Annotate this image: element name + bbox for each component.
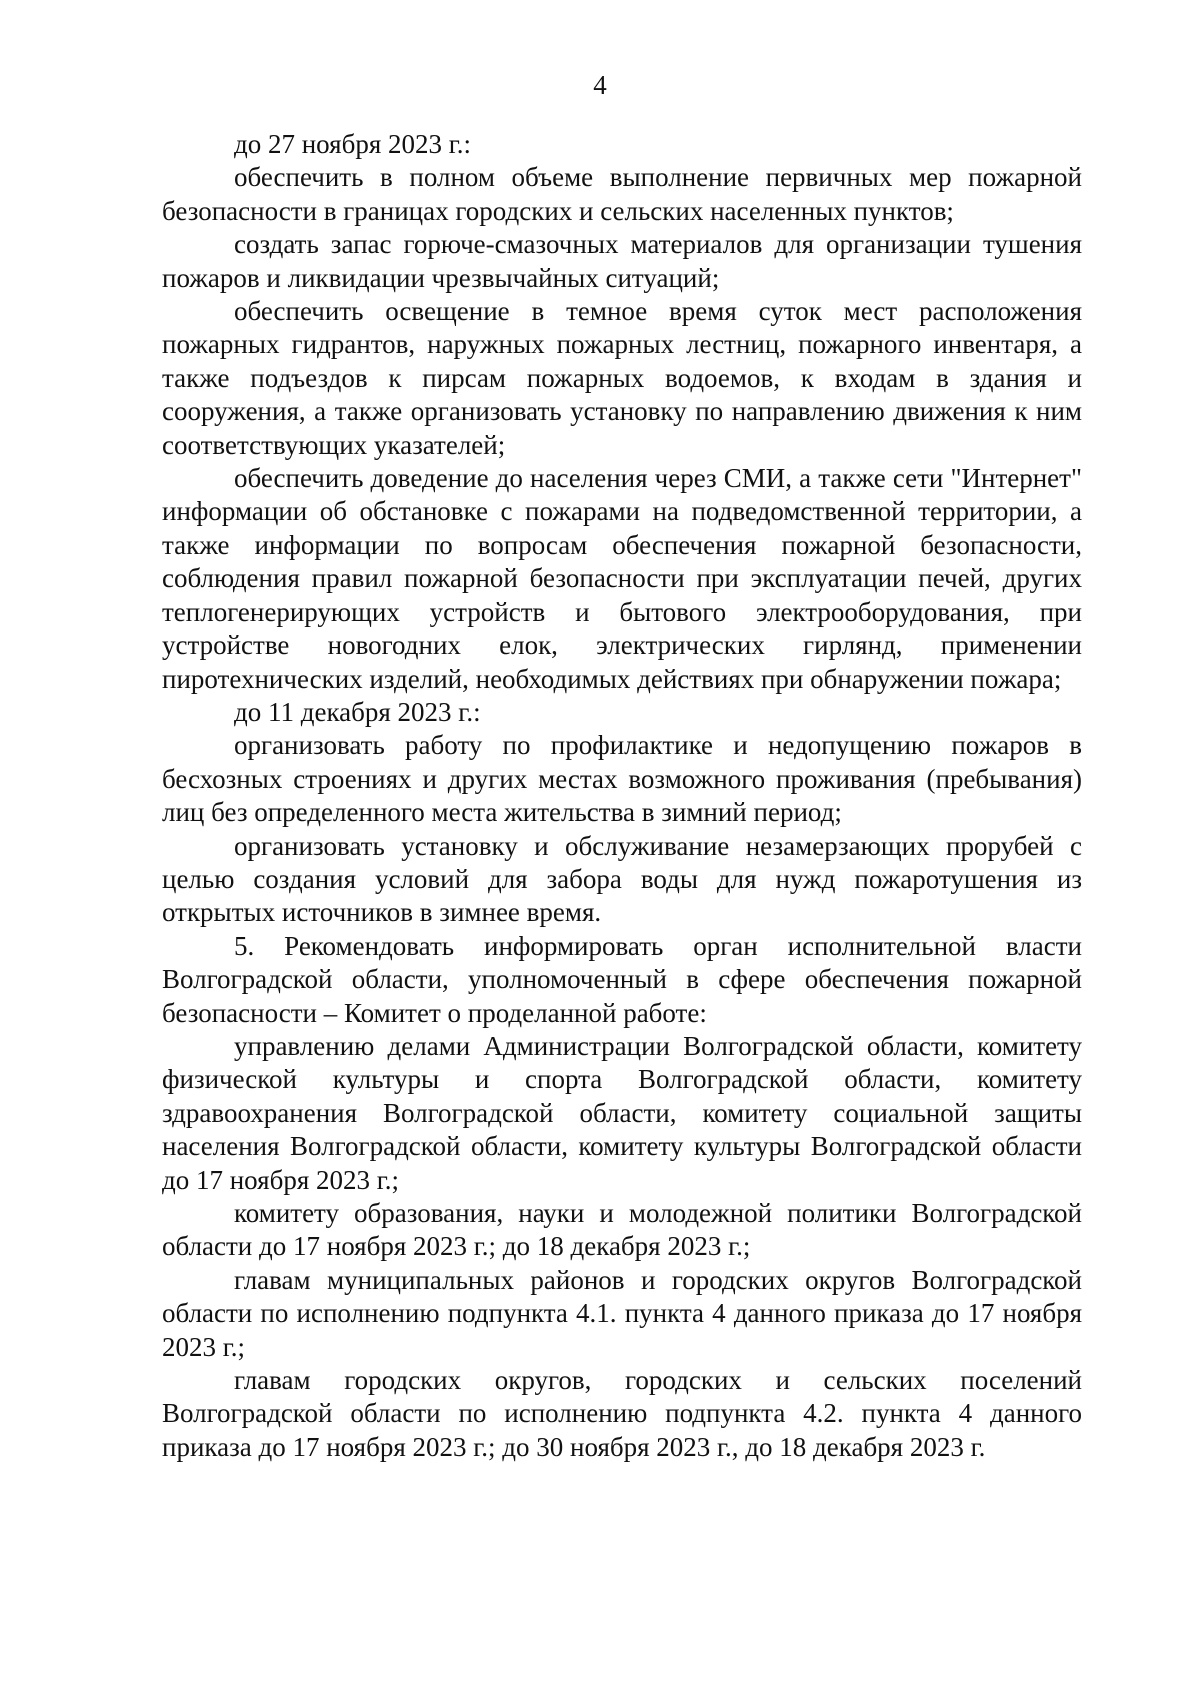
- page-number: 4: [593, 70, 607, 100]
- paragraph-primary-fire-measures: обеспечить в полном объеме выполнение первичных мер пожарной безопасности в границах городских и сельских населенных пунктов;: [162, 162, 1082, 226]
- paragraph-deadline-dec-11: до 11 декабря 2023 г.:: [234, 696, 481, 727]
- paragraph-lighting: обеспечить освещение в темное время суток мест расположения пожарных гидрантов, наружных пожарных лестниц, пожарного инвентаря, а также подъездов к пирсам пожарных водоемов, к входам в здания и сооружения, а также организовать установку по направлению движения к ним соответствующих указателей;: [162, 296, 1082, 460]
- paragraph-committees: управлению делами Администрации Волгоградской области, комитету физической культуры и спорта Волгоградской области, комитету здравоохранения Волгоградской области, комитету социальной защиты населения Волгоградской области, комитету культуры Волгоградской области до 17 ноября 2023 г.;: [162, 1030, 1082, 1195]
- paragraph-ice-holes: организовать установку и обслуживание незамерзающих прорубей с целью создания условий для забора воды для нужд пожаротушения из открытых источников в зимнее время.: [162, 830, 1082, 928]
- document-body: [162, 128, 1082, 1464]
- paragraph-education-committee: комитету образования, науки и молодежной политики Волгоградской области до 17 ноября 2023 г.; до 18 декабря 2023 г.;: [162, 1198, 1082, 1262]
- paragraph-prevention-work: организовать работу по профилактике и недопущению пожаров в бесхозных строениях и других местах возможного проживания (пребывания) лиц без определенного места жительства в зимний период;: [162, 730, 1082, 828]
- paragraph-media-information: обеспечить доведение до населения через СМИ, а также сети "Интернет" информации об обстановке с пожарами на подведомственной территории, а также информации по вопросам обеспечения пожарной безопасности, соблюдения правил пожарной безопасности при эксплуатации печей, других теплогенерирующих устройств и бытового электрооборудования, при устройстве новогодних елок, электрических гирлянд, применении пиротехнических изделий, необходимых действиях при обнаружении пожара;: [162, 463, 1082, 694]
- paragraph-settlement-heads: главам городских округов, городских и сельских поселений Волгоградской области по исполнению подпункта 4.2. пункта 4 данного приказа до 17 ноября 2023 г.; до 30 ноября 2023 г., до 18 декабря 2023 г.: [162, 1365, 1082, 1462]
- paragraph-fuel-reserve: создать запас горюче-смазочных материалов для организации тушения пожаров и ликвидации чрезвычайных ситуаций;: [162, 229, 1082, 293]
- paragraph-deadline-nov-27: до 27 ноября 2023 г.:: [234, 129, 472, 159]
- paragraph-municipal-heads: главам муниципальных районов и городских округов Волгоградской области по исполнению подпункта 4.1. пункта 4 данного приказа до 17 ноября 2023 г.;: [162, 1264, 1082, 1362]
- paragraph-item-5: 5. Рекомендовать информировать орган исполнительной власти Волгоградской области, уполномоченный в сфере обеспечения пожарной безопасности – Комитет о проделанной работе:: [162, 930, 1082, 1028]
